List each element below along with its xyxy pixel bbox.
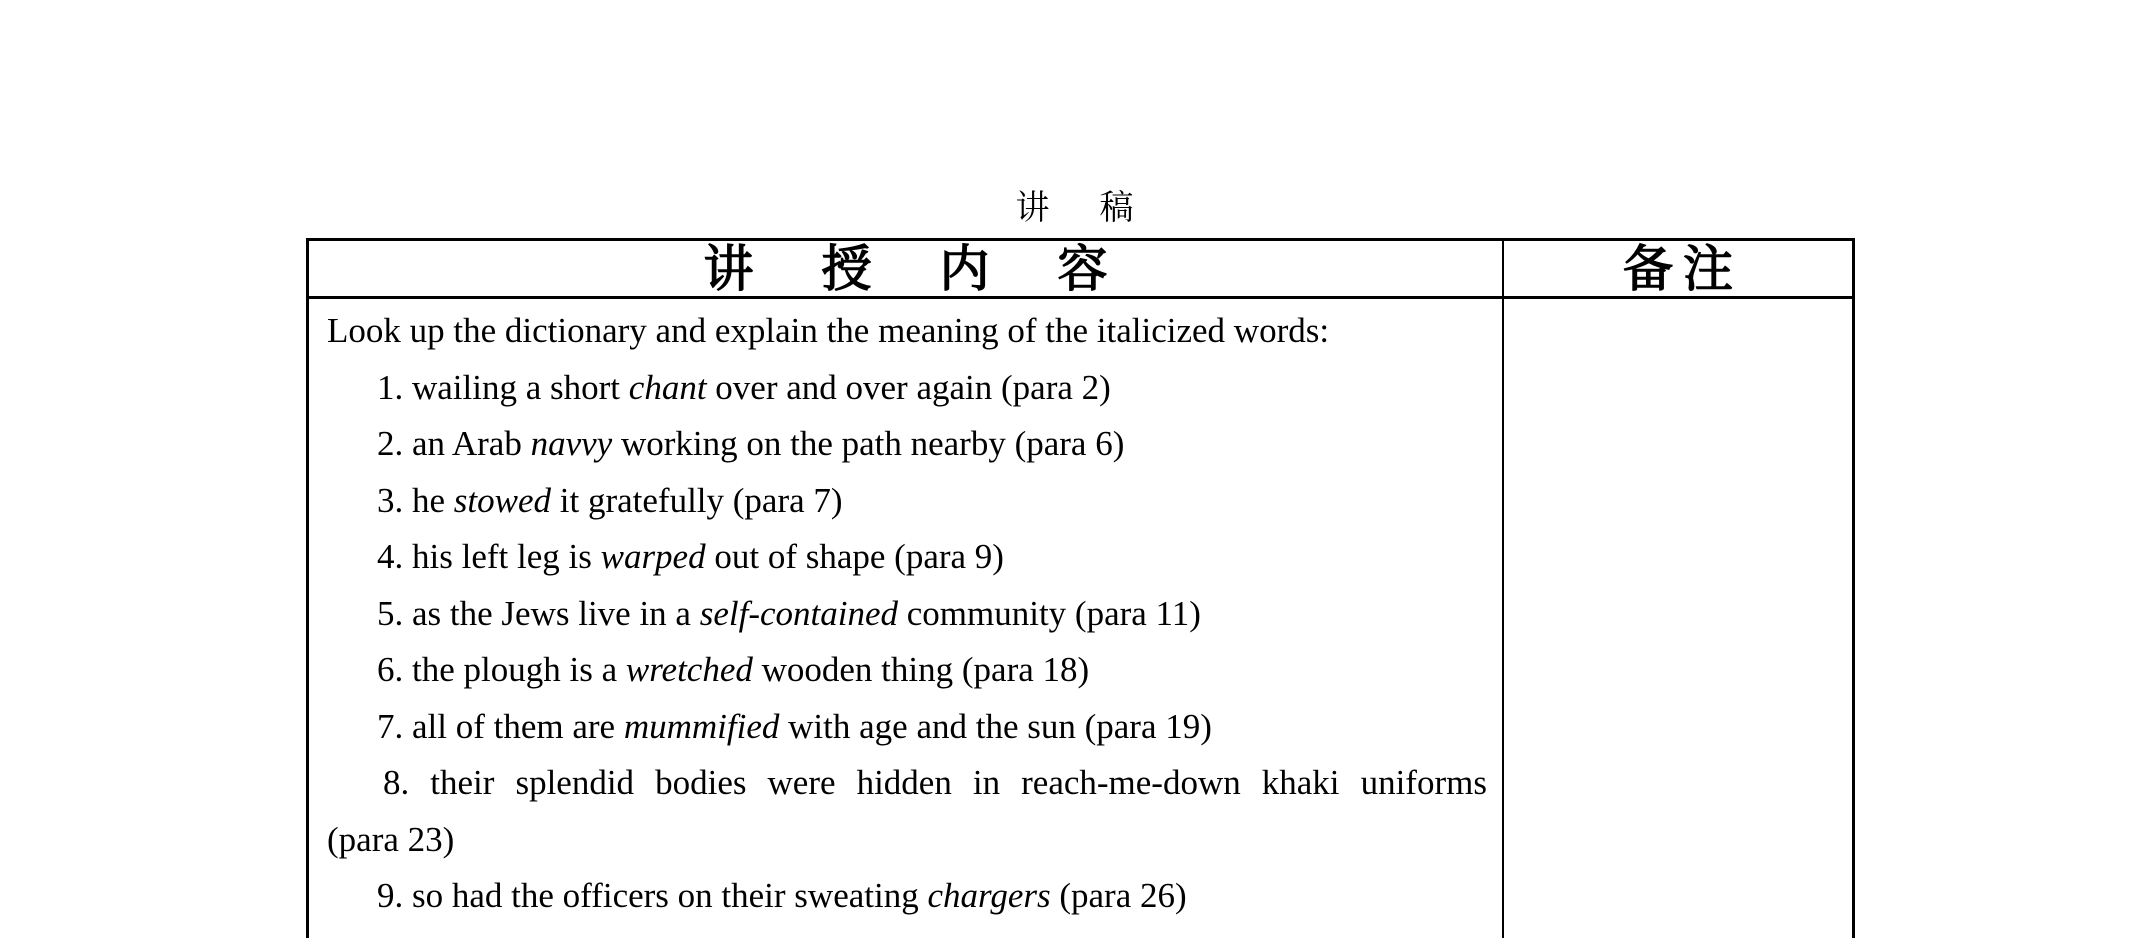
italic-word: self-contained <box>699 593 898 633</box>
item-word: hidden <box>856 763 952 802</box>
item-text: it gratefully (para 7) <box>551 480 843 520</box>
page-heading <box>0 186 2149 230</box>
vocab-item <box>327 642 1487 699</box>
header-teaching-content <box>309 241 1502 296</box>
italic-word: warped <box>600 537 706 576</box>
item-text: with age and the sun (para 19) <box>779 706 1212 746</box>
item-word: bodies <box>655 763 747 802</box>
page-heading-char: 稿 <box>1099 188 1134 228</box>
item-text: 5. as the Jews live in a <box>377 593 700 633</box>
page-heading-char: 讲 <box>1015 188 1050 228</box>
item-text: 4. his left leg is <box>377 537 601 576</box>
column-divider <box>1502 241 1504 938</box>
item-text: 1. wailing a short <box>377 367 629 407</box>
item-word: splendid <box>515 763 635 802</box>
item-text: 9. so had the officers on their sweating <box>377 876 928 915</box>
header-char: 授 <box>821 240 872 298</box>
italic-word: wretched <box>625 650 753 689</box>
header-char: 内 <box>939 240 990 298</box>
vocab-item <box>327 360 1487 417</box>
italic-word: mummified <box>623 706 780 746</box>
item-word: were <box>767 763 836 802</box>
italic-word: chargers <box>927 876 1051 915</box>
item-text: working on the path nearby (para 6) <box>612 424 1125 463</box>
header-char: 注 <box>1683 240 1733 298</box>
item-word: their <box>430 763 495 802</box>
vocab-item <box>327 868 1487 925</box>
item-word: uniforms <box>1360 763 1487 802</box>
item-word: khaki <box>1261 763 1340 802</box>
instruction-text: Look up the dictionary and explain the meaning of the italicized words: <box>327 311 1330 350</box>
teaching-content <box>327 303 1487 925</box>
table-header-row <box>309 241 1852 299</box>
vocab-item <box>327 699 1487 756</box>
item-text: out of shape (para 9) <box>705 537 1004 576</box>
vocab-item <box>327 473 1487 530</box>
vocab-item-justified <box>327 755 1487 812</box>
item-text: (para 26) <box>1050 876 1187 915</box>
italic-word: stowed <box>453 480 552 520</box>
italic-word: navvy <box>530 424 613 463</box>
italic-word: chant <box>628 367 707 407</box>
header-char: 容 <box>1057 240 1108 298</box>
item-text: 2. an Arab <box>377 424 531 463</box>
header-char: 备 <box>1623 240 1673 298</box>
header-char: 讲 <box>703 240 754 298</box>
item-text: 3. he <box>377 480 454 520</box>
vocab-item <box>327 586 1487 643</box>
item-continuation: (para 23) <box>327 819 455 859</box>
item-text: over and over again (para 2) <box>706 367 1111 407</box>
header-remarks <box>1504 241 1852 296</box>
item-text: 6. the plough is a <box>377 650 626 689</box>
item-text: wooden thing (para 18) <box>752 650 1090 689</box>
item-word: 8. <box>383 763 410 802</box>
item-word: reach-me-down <box>1021 763 1241 802</box>
item-text: community (para 11) <box>898 593 1201 633</box>
vocab-item <box>327 416 1487 473</box>
lecture-table <box>306 238 1855 938</box>
item-text: 7. all of them are <box>377 706 624 746</box>
vocab-item <box>327 529 1487 586</box>
item-word: in <box>972 763 1001 802</box>
